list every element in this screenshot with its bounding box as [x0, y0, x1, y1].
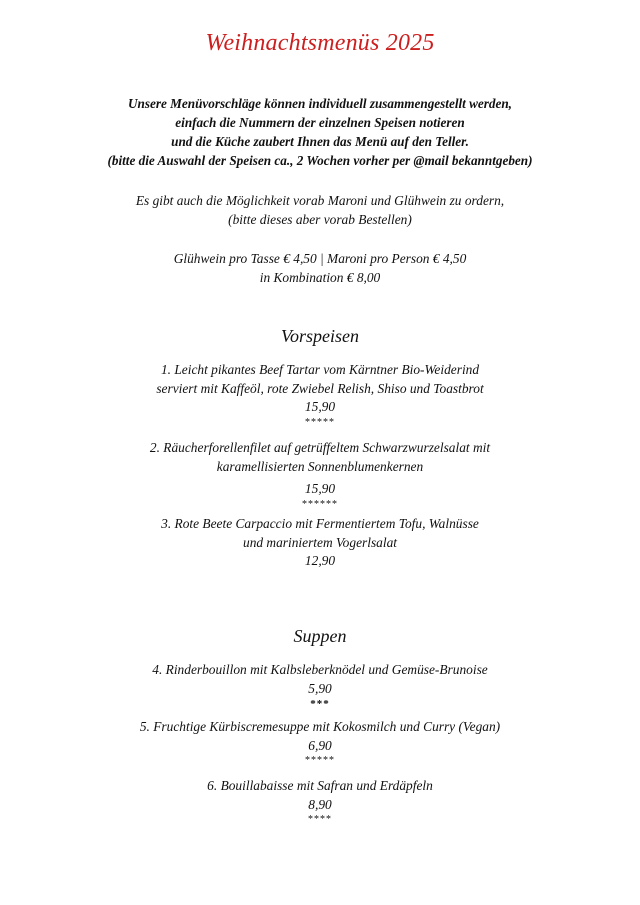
offer-line: (bitte dieses aber vorab Bestellen) [228, 212, 412, 227]
menu-item-4 [0, 661, 640, 710]
item-description: 5. Fruchtige Kürbiscremesuppe mit Kokosmilch und Curry (Vegan) [139, 719, 501, 734]
menu-item-2 [0, 439, 640, 511]
item-separator: *** [310, 698, 330, 710]
item-description: und mariniertem Vogerlsalat [243, 534, 397, 550]
menu-item-6 [0, 777, 640, 826]
item-price: 15,90 [304, 481, 336, 496]
drink-prices [0, 249, 640, 287]
intro-line: Unsere Menüvorschläge können individuell zusammengestellt werden, [128, 96, 512, 111]
section-title-suppen: Suppen [293, 626, 347, 646]
item-price: 8,90 [308, 796, 332, 812]
item-separator: ***** [305, 416, 335, 428]
intro-text [0, 94, 640, 170]
offer-line: Es gibt auch die Möglichkeit vorab Maroni und Glühwein zu ordern, [135, 193, 505, 208]
item-description: 6. Bouillabaisse mit Safran und Erdäpfeln [207, 778, 433, 793]
item-description: 1. Leicht pikantes Beef Tartar vom Kärntner Bio-Weiderind [160, 362, 480, 377]
item-description: 3. Rote Beete Carpaccio mit Fermentiertem Tofu, Walnüsse [161, 516, 479, 531]
item-price: 12,90 [304, 553, 336, 568]
intro-line: einfach die Nummern der einzelnen Speisen notieren [175, 115, 465, 130]
menu-item-3 [0, 515, 640, 571]
price-line: in Kombination € 8,00 [259, 270, 381, 285]
section-title-vorspeisen: Vorspeisen [281, 326, 359, 346]
item-price: 15,90 [304, 399, 336, 414]
item-description: karamellisierten Sonnenblumenkernen [216, 458, 424, 474]
item-price: 6,90 [308, 737, 332, 753]
item-description: 2. Räucherforellenfilet auf getrüffeltem Schwarzwurzelsalat mit [149, 440, 491, 455]
item-description: serviert mit Kaffeöl, rote Zwiebel Relish, Shiso und Toastbrot [156, 380, 484, 396]
intro-line: (bitte die Auswahl der Speisen ca., 2 Wochen vorher per @mail bekanntgeben) [107, 153, 533, 168]
price-line: Glühwein pro Tasse € 4,50 | Maroni pro Person € 4,50 [173, 251, 467, 266]
item-description: 4. Rinderbouillon mit Kalbsleberknödel und Gemüse-Brunoise [152, 662, 488, 677]
page-title: Weihnachtsmenüs 2025 [205, 30, 435, 56]
menu-item-5 [0, 718, 640, 767]
item-separator: ****** [302, 498, 338, 510]
item-price: 5,90 [308, 680, 332, 696]
item-separator: **** [308, 814, 332, 825]
offer-text [0, 191, 640, 229]
menu-item-1 [0, 361, 640, 429]
item-separator: ***** [305, 755, 335, 766]
intro-line: und die Küche zaubert Ihnen das Menü auf den Teller. [171, 134, 469, 149]
